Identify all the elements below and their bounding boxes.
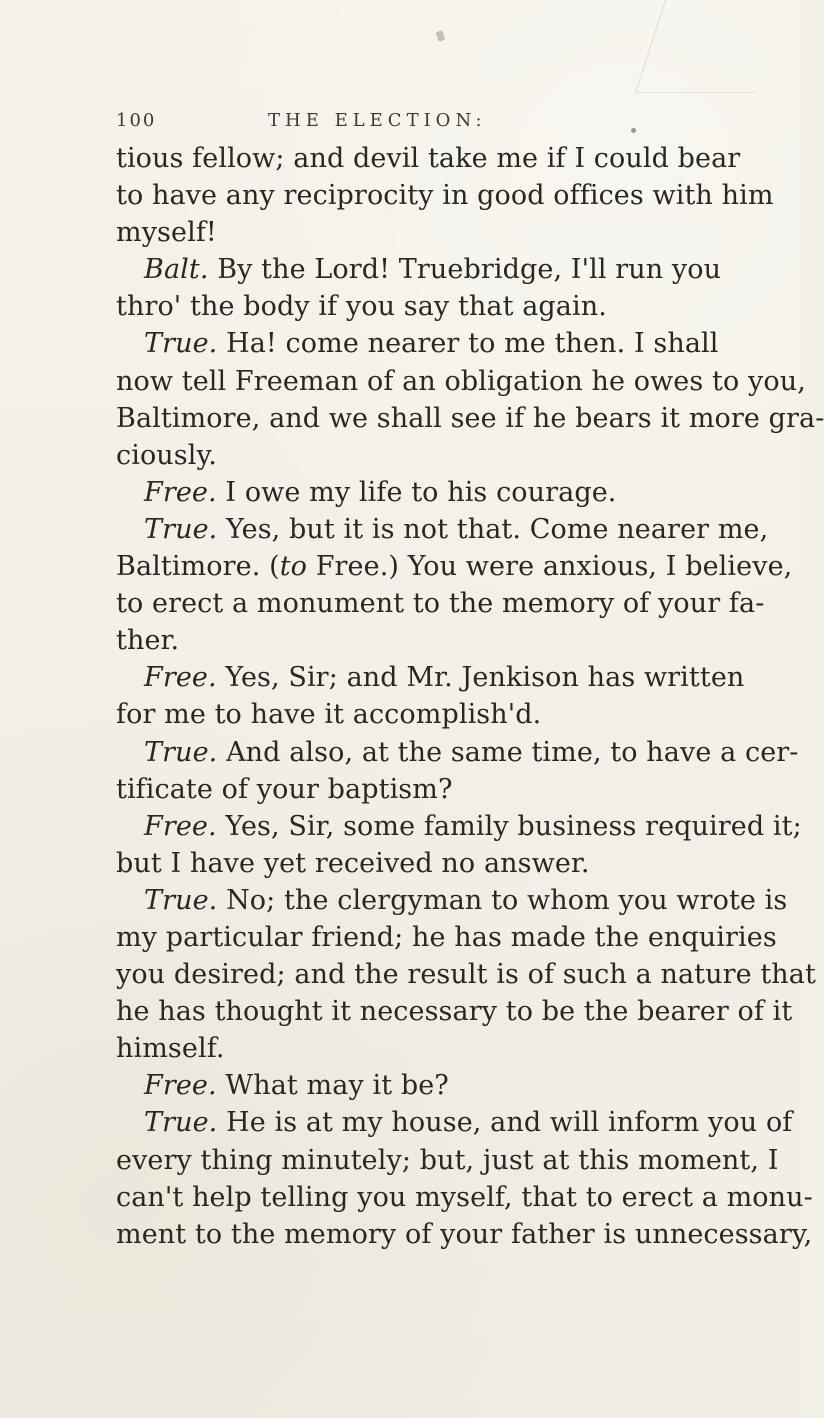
text-line: himself. (116, 1033, 225, 1065)
text-line: he has thought it necessary to be the bearer of it (116, 996, 793, 1028)
speaker-name: True. (144, 328, 218, 360)
speaker-line (116, 474, 676, 511)
speaker-name: True. (144, 1107, 218, 1139)
text-fragment: Baltimore. ( (116, 551, 280, 583)
speaker-text: I owe my life to his courage. (225, 476, 617, 508)
text-line: tious fellow; and devil take me if I could bear (116, 143, 741, 174)
speaker-text: And also, at the same time, to have a cer- (226, 736, 799, 768)
text-line: Baltimore, and we shall see if he bears it more gra- (116, 402, 824, 434)
speaker-name: Free. (144, 662, 217, 694)
speaker-name: Free. (144, 810, 217, 842)
speaker-text: Yes, Sir; and Mr. Jenkison has written (225, 662, 745, 694)
stage-direction: to (279, 551, 308, 583)
speaker-text: He is at my house, and will inform you of (226, 1107, 793, 1139)
page-fold-mark (635, 0, 786, 93)
text-line: thro' the body if you say that again. (116, 291, 607, 323)
speaker-name: True. (144, 736, 218, 768)
text-line: can't help telling you myself, that to erect a monu- (116, 1181, 813, 1213)
speaker-name: Free. (144, 476, 217, 508)
speaker-line (116, 251, 722, 288)
speaker-text: By the Lord! Truebridge, I'll run you (217, 254, 722, 286)
text-line: but I have yet received no answer. (116, 847, 590, 879)
speaker-name: True. (144, 513, 218, 545)
speaker-name: Free. (144, 1070, 217, 1102)
speaker-line (116, 511, 769, 548)
page-header (116, 110, 676, 142)
speaker-line (116, 734, 799, 771)
page-number: 100 (116, 110, 157, 131)
speaker-line (116, 659, 745, 696)
text-line: ther. (116, 625, 180, 657)
text-line: to have any reciprocity in good offices with him (116, 180, 774, 212)
speaker-line (116, 882, 788, 919)
text-line: you desired; and the result is of such a nature that (116, 959, 816, 991)
speaker-text: What may it be? (225, 1070, 449, 1102)
text-line: every thing minutely; but, just at this moment, I (116, 1144, 779, 1176)
text-line: to erect a monument to the memory of your fa- (116, 588, 765, 620)
speaker-name: Balt. (144, 254, 209, 286)
speaker-text: No; the clergyman to whom you wrote is (226, 884, 788, 916)
speaker-line (116, 1067, 676, 1104)
text-fragment: Free.) You were anxious, I believe, (307, 551, 793, 583)
speaker-line (116, 1104, 793, 1141)
text-line: my particular friend; he has made the enquiries (116, 921, 777, 953)
speaker-line (116, 808, 802, 845)
speaker-line (116, 325, 719, 362)
text-line: ciously. (116, 439, 217, 471)
body-text (116, 140, 824, 1253)
paper-blemish (436, 30, 446, 42)
speaker-text: Ha! come nearer to me then. I shall (226, 328, 719, 360)
speaker-text: Yes, but it is not that. Come nearer me, (226, 513, 769, 545)
text-line: tificate of your baptism? (116, 773, 453, 805)
speaker-text: Yes, Sir, some family business required it; (225, 810, 802, 842)
text-line (116, 548, 793, 585)
speaker-name: True. (144, 884, 218, 916)
text-line: ment to the memory of your father is unnecessary, (116, 1218, 813, 1250)
text-line: myself! (116, 217, 217, 249)
running-head: THE ELECTION: (268, 110, 487, 131)
text-line: now tell Freeman of an obligation he owes to you, (116, 365, 806, 397)
text-line: for me to have it accomplish'd. (116, 699, 542, 731)
